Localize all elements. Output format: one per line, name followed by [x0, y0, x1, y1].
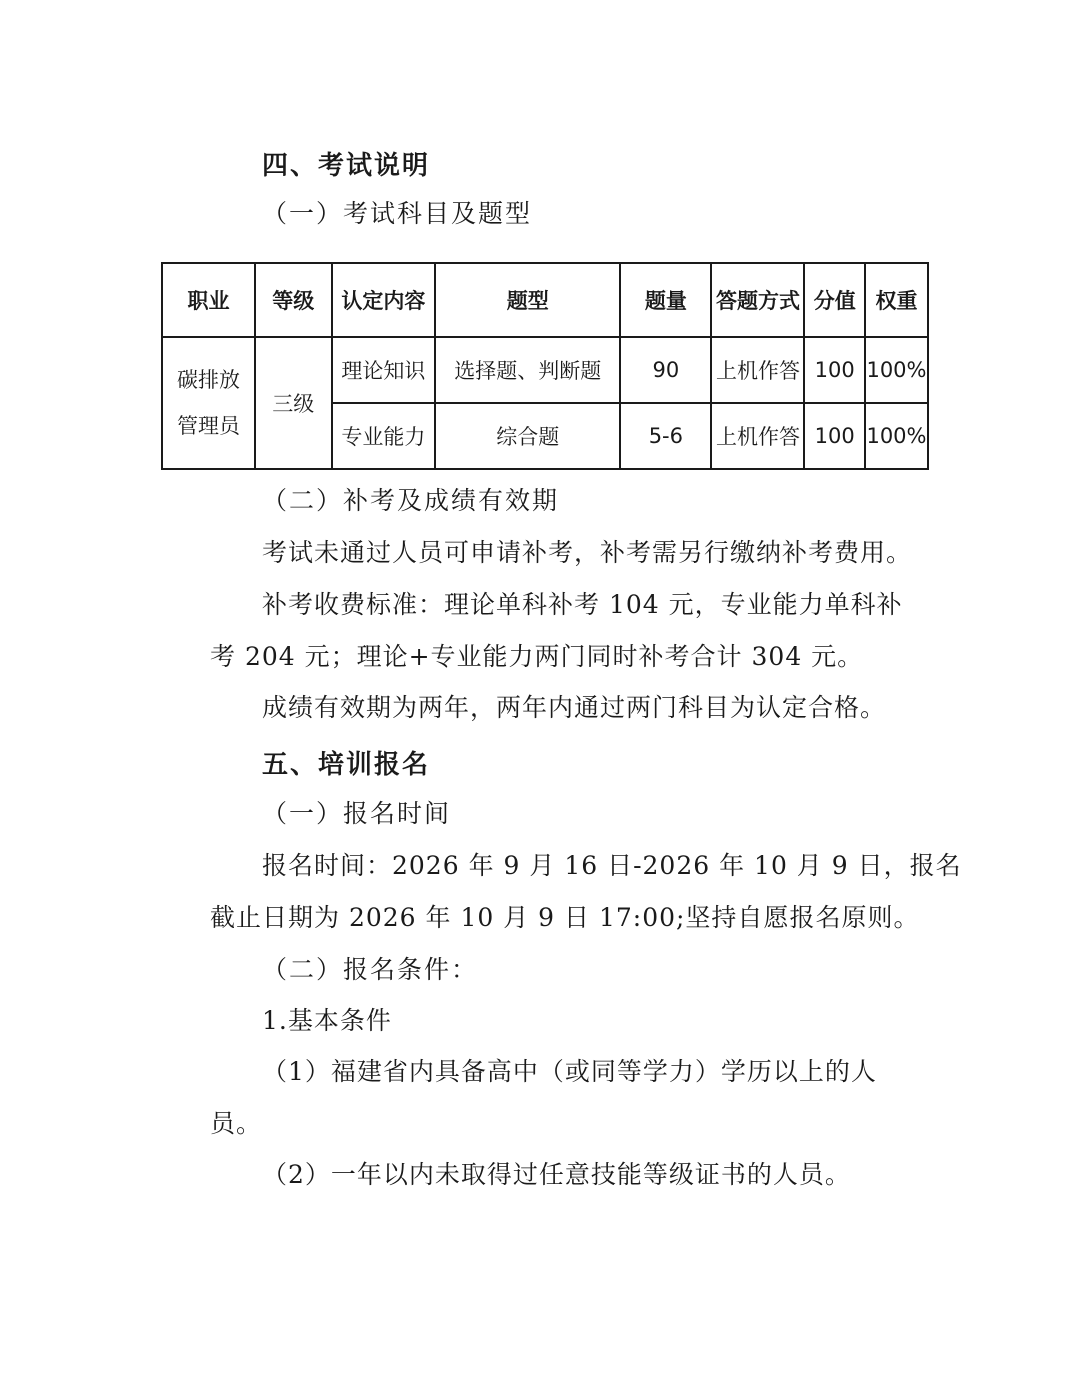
cell-content: 理论知识: [332, 337, 436, 403]
cell-method: 上机作答: [711, 337, 804, 403]
paragraph-fee-line-2: 考 204 元；理论+专业能力两门同时补考合计 304 元。: [210, 642, 864, 671]
paragraph-fee-line-1: 补考收费标准：理论单科补考 104 元，专业能力单科补: [262, 590, 903, 619]
occupation-line-2: 管理员: [177, 414, 240, 438]
header-occupation: 职业: [162, 263, 255, 337]
cell-weight: 100%: [865, 337, 928, 403]
cell-count: 5-6: [620, 403, 711, 469]
header-level: 等级: [255, 263, 331, 337]
header-type: 题型: [435, 263, 620, 337]
paragraph-retake: 考试未通过人员可申请补考，补考需另行缴纳补考费用。: [262, 538, 913, 567]
condition-1-line-2: 员。: [210, 1109, 263, 1138]
cell-score: 100: [804, 337, 864, 403]
header-method: 答题方式: [711, 263, 804, 337]
paragraph-time-line-1: 报名时间：2026 年 9 月 16 日-2026 年 10 月 9 日，报名: [262, 851, 962, 880]
occupation-line-1: 碳排放: [177, 368, 240, 392]
cell-type: 选择题、判断题: [435, 337, 620, 403]
section-4-heading: 四、考试说明: [262, 151, 431, 181]
table-row: [162, 337, 928, 403]
section-5-sub-1: （一）报名时间: [262, 799, 452, 828]
section-5-heading: 五、培训报名: [262, 750, 431, 780]
condition-2: （2）一年以内未取得过任意技能等级证书的人员。: [262, 1160, 851, 1189]
table-header-row: [162, 263, 928, 337]
header-score: 分值: [804, 263, 864, 337]
section-5-sub-2: （二）报名条件：: [262, 955, 479, 984]
header-count: 题量: [620, 263, 711, 337]
basic-conditions: 1.基本条件: [262, 1006, 392, 1035]
cell-content: 专业能力: [332, 403, 436, 469]
cell-method: 上机作答: [711, 403, 804, 469]
cell-type: 综合题: [435, 403, 620, 469]
exam-table: [161, 262, 929, 470]
paragraph-time-line-2: 截止日期为 2026 年 10 月 9 日 17:00;坚持自愿报名原则。: [210, 903, 920, 932]
paragraph-validity: 成绩有效期为两年，两年内通过两门科目为认定合格。: [262, 693, 887, 722]
header-content: 认定内容: [332, 263, 436, 337]
section-4-sub-1: （一）考试科目及题型: [262, 199, 533, 228]
cell-count: 90: [620, 337, 711, 403]
section-4-sub-2: （二）补考及成绩有效期: [262, 486, 560, 515]
cell-occupation: [162, 337, 255, 469]
condition-1-line-1: （1）福建省内具备高中（或同等学力）学历以上的人: [262, 1057, 877, 1086]
cell-level: 三级: [255, 337, 331, 469]
header-weight: 权重: [865, 263, 928, 337]
cell-weight: 100%: [865, 403, 928, 469]
cell-score: 100: [804, 403, 864, 469]
